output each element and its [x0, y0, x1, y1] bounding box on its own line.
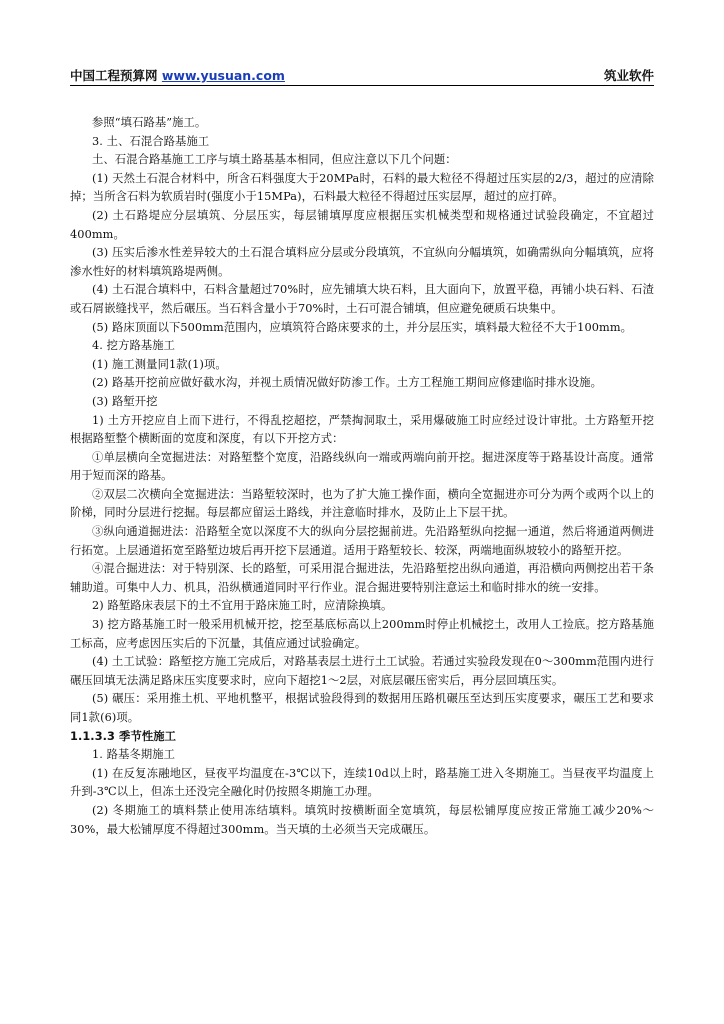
section-heading: 1.1.3.3 季节性施工 [70, 729, 177, 743]
paragraph: (2) 路基开挖前应做好截水沟，并视土质情况做好防渗工作。土方工程施工期间应修建临时排水设施。 [92, 376, 603, 390]
paragraph: (1) 施工测量同1款(1)项。 [92, 357, 227, 371]
paragraph: 2) 路堑路床表层下的土不宜用于路床施工时，应清除换填。 [92, 599, 393, 613]
site-name: 中国工程预算网 [70, 68, 162, 83]
paragraph: (3) 压实后渗水性差异较大的土石混合填料应分层或分段填筑，不宜纵向分幅填筑，如确需纵向分幅填筑，应将渗水性好的材料填筑路堤两侧。 [70, 246, 654, 278]
paragraph: (1) 天然土石混合材料中，所含石料强度大于20MPa时，石料的最大粒径不得超过压实层的2/3，超过的应清除掉；当所含石料为软质岩时(强度小于15MPa)，石料最大粒径不得超过压实层厚，超过的应打碎。 [70, 171, 654, 204]
paragraph: ①单层横向全宽掘进法：对路堑整个宽度，沿路线纵向一端或两端向前开挖。掘进深度等于路基设计高度。通常用于短而深的路基。 [70, 450, 654, 483]
paragraph: (2) 冬期施工的填料禁止使用冻结填料。填筑时按横断面全宽填筑，每层松铺厚度应按正常施工减少20%～30%，最大松铺厚度不得超过300mm。当天填的土必须当天完成碾压。 [70, 803, 654, 836]
header-left [70, 66, 285, 84]
paragraph: (4) 土工试验：路堑挖方施工完成后，对路基表层土进行土工试验。若通过实验段发现在0～300mm范围内进行碾压回填无法满足路床压实度要求时，应向下超挖1～2层，对底层碾压密实后，再分层回填压实。 [70, 655, 654, 687]
page-header [70, 66, 654, 86]
paragraph: 3) 挖方路基施工时一般采用机械开挖，挖至基底标高以上200mm时停止机械挖土，改用人工捡底。挖方路基施工标高，应考虑因压实后的下沉量，其值应通过试验确定。 [70, 618, 654, 650]
paragraph: 1) 土方开挖应自上而下进行，不得乱挖超挖，严禁掏洞取土，采用爆破施工时应经过设计审批。土方路堑开挖根据路堑整个横断面的宽度和深度，有以下开挖方式： [70, 413, 654, 446]
paragraph: ④混合掘进法：对于特别深、长的路堑，可采用混合掘进法，先沿路堑挖出纵向通道，再沿横向两侧挖出若干条辅助道。可集中人力、机具，沿纵横通道同时平行作业。混合掘进要特别注意运土和临时排水的统一安排。 [70, 562, 654, 594]
paragraph: 1. 路基冬期施工 [92, 748, 176, 762]
paragraph: 土、石混合路基施工工序与填土路基基本相同，但应注意以下几个问题： [92, 153, 457, 167]
site-url-link[interactable]: www.yusuan.com [161, 68, 285, 83]
paragraph: (5) 碾压：采用推土机、平地机整平，根据试验段得到的数据用压路机碾压至达到压实度要求，碾压工艺和要求同1款(6)项。 [70, 692, 654, 724]
paragraph: 3. 土、石混合路基施工 [92, 134, 210, 148]
company-name: 筑业软件 [603, 68, 654, 83]
paragraph: 4. 挖方路基施工 [92, 339, 176, 353]
paragraph: (4) 土石混合填料中，石料含量超过70%时，应先铺填大块石料，且大面向下，放置平稳，再铺小块石料、石渣或石屑嵌缝找平，然后碾压。当石料含量小于70%时，土石可混合铺填，但应避免硬质石块集中。 [70, 283, 654, 315]
paragraph: (2) 土石路堤应分层填筑、分层压实，每层铺填厚度应根据压实机械类型和规格通过试验段确定，不宜超过400mm。 [70, 208, 654, 241]
document-body [70, 114, 654, 839]
paragraph: (5) 路床顶面以下500mm范围内，应填筑符合路床要求的土，并分层压实，填料最大粒径不大于100mm。 [92, 320, 633, 334]
paragraph: ②双层二次横向全宽掘进法：当路堑较深时，也为了扩大施工操作面，横向全宽掘进亦可分为两个或两个以上的阶梯，同时分层进行挖掘。每层都应留运土路线，并注意临时排水，及防止上下层干扰。 [70, 487, 654, 520]
paragraph: (1) 在反复冻融地区，昼夜平均温度在-3℃以下，连续10d以上时，路基施工进入冬期施工。当昼夜平均温度上升到-3℃以上，但冻土还没完全融化时仍按照冬期施工办理。 [70, 766, 654, 799]
paragraph: 参照“填石路基”施工。 [92, 116, 207, 129]
document-page [70, 66, 654, 839]
paragraph: ③纵向通道掘进法：沿路堑全宽以深度不大的纵向分层挖掘前进。先沿路堑纵向挖掘一通道，然后将通道两侧进行拓宽。上层通道拓宽至路堑边坡后再开挖下层通道。适用于路堑较长、较深，两端地面纵坡较小的路堑开挖。 [70, 525, 654, 557]
paragraph: (3) 路堑开挖 [92, 394, 158, 408]
